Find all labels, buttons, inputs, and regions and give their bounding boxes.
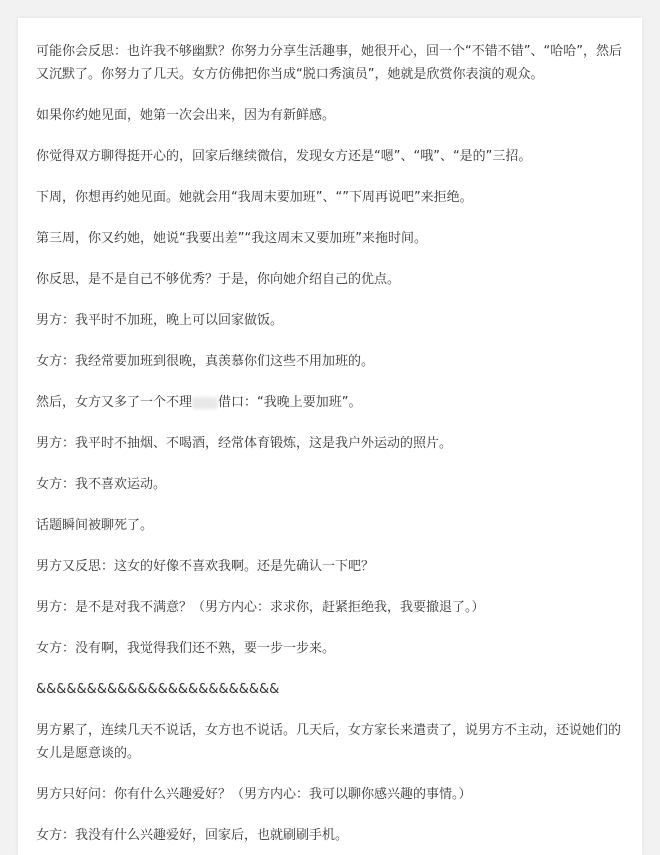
blurred-text — [192, 397, 218, 409]
paragraph-13: 男方又反思：这女的好像不喜欢我啊。还是先确认一下吧？ — [36, 559, 375, 574]
article-card — [18, 18, 642, 855]
paragraph-5: 第三周，你又约她，她说“我要出差”“我这周末又要加班”来拖时间。 — [36, 231, 427, 246]
paragraph-7: 男方：我平时不加班，晚上可以回家做饭。 — [36, 313, 284, 328]
paragraph-excuse — [36, 391, 624, 414]
separator-line: &&&&&&&&&&&&&&&&&&&&&&&& — [36, 682, 280, 697]
paragraph-15: 女方：没有啊，我觉得我们还不熟，要一步一步来。 — [36, 641, 336, 656]
paragraph-10: 男方：我平时不抽烟、不喝酒，经常体育锻炼，这是我户外运动的照片。 — [36, 436, 453, 451]
excuse-after: 借口：“我晚上要加班”。 — [218, 395, 362, 410]
paragraph-3: 你觉得双方聊得挺开心的，回家后继续微信，发现女方还是“嗯”、“哦”、“是的”三招。 — [36, 149, 532, 164]
paragraph-1: 可能你会反思：也许我不够幽默？你努力分享生活趣事，她很开心，回一个“不错不错”、“哈哈”，然后又沉默了。你努力了几天。女方仿佛把你当成“脱口秀演员”，她就是欣赏你表演的观众。 — [36, 44, 622, 82]
paragraph-18: 男方只好问：你有什么兴趣爱好？（男方内心：我可以聊你感兴趣的事情。） — [36, 787, 472, 802]
excuse-before: 然后，女方又多了一个不理 — [36, 395, 193, 410]
paragraph-12: 话题瞬间被聊死了。 — [36, 518, 154, 533]
paragraph-11: 女方：我不喜欢运动。 — [36, 477, 167, 492]
paragraph-19: 女方：我没有什么兴趣爱好，回家后，也就刷刷手机。 — [36, 828, 349, 843]
paragraph-17: 男方累了，连续几天不说话，女方也不说话。几天后，女方家长来遣责了，说男方不主动，还说她们的女儿是愿意谈的。 — [36, 723, 622, 761]
paragraph-8: 女方：我经常要加班到很晚，真羡慕你们这些不用加班的。 — [36, 354, 375, 369]
paragraph-6: 你反思，是不是自己不够优秀？于是，你向她介绍自己的优点。 — [36, 272, 401, 287]
paragraph-14: 男方：是不是对我不满意？（男方内心：求求你，赶紧拒绝我，我要撤退了。） — [36, 600, 485, 615]
paragraph-2: 如果你约她见面，她第一次会出来，因为有新鲜感。 — [36, 108, 336, 123]
paragraph-4: 下周，你想再约她见面。她就会用“我周末要加班”、“”下周再说吧”来拒绝。 — [36, 190, 473, 205]
